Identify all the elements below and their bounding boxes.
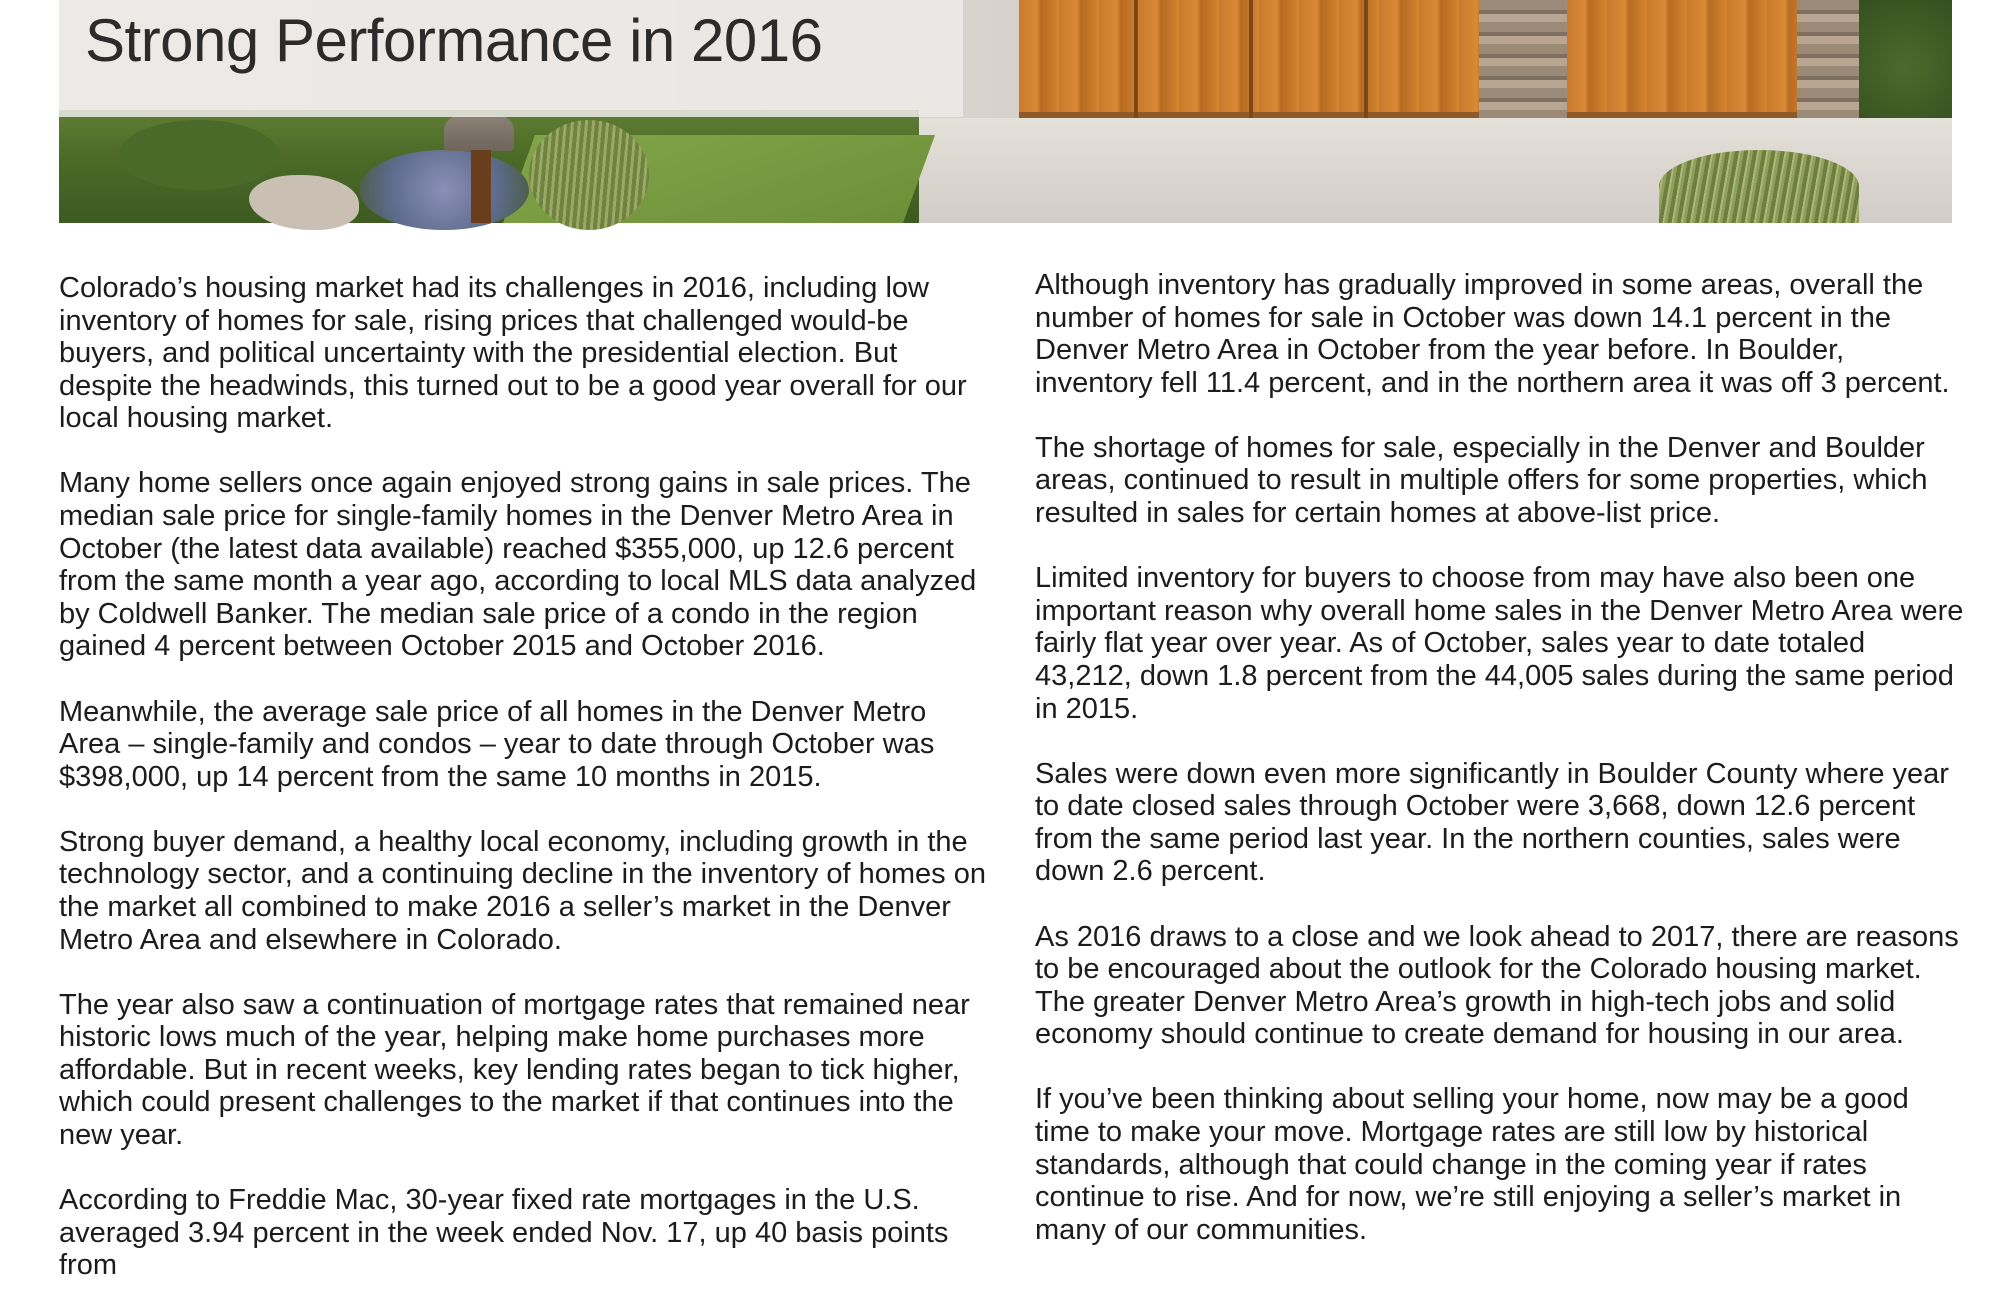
paragraph: Sales were down even more significantly in Boulder County where year to date closed sales through October were 3,668, down 12.6 percent from the same period last year. In the northern counties, sales were down 2.6 percent. (1035, 757, 1949, 888)
garage-door-2 (1567, 0, 1797, 118)
ornamental-grass (1659, 150, 1859, 223)
shrub-lavender (359, 150, 529, 230)
stone-pillar (1479, 0, 1567, 120)
paragraph: Meanwhile, the average sale price of all homes in the Denver Metro Area – single-family and condos – year to date through October was $398,000, up 14 percent from the same 10 months in 2015. (59, 695, 935, 793)
paragraph: The shortage of homes for sale, especially in the Denver and Boulder areas, continued to result in multiple offers for some properties, which resulted in sales for certain homes at above-list price. (1035, 431, 1928, 530)
shrub (119, 120, 279, 190)
paragraph: As 2016 draws to a close and we look ahead to 2017, there are reasons to be encouraged about the outlook for the Colorado housing market. The greater Denver Metro Area’s growth in high-tech jobs and solid economy should continue to create demand for housing in our area. (1035, 920, 1959, 1051)
page-title: Strong Performance in 2016 (85, 7, 823, 74)
paragraph: According to Freddie Mac, 30-year fixed rate mortgages in the U.S. averaged 3.94 percent in the week ended Nov. 17, up 40 basis points from (59, 1184, 949, 1282)
stone-pillar-2 (1797, 0, 1859, 120)
right-column (1035, 269, 1965, 1279)
paragraph: Many home sellers once again enjoyed strong gains in sale prices. The median sale price for single-family homes in the Denver Metro Area in October (the latest data available) reached $355,000, up 12.6 percent from the same month a year ago, according to local MLS data analyzed by Coldwell Banker. The median sale price of a condo in the region gained 4 percent between October 2015 and October 2016. (59, 467, 977, 663)
paragraph: If you’ve been thinking about selling your home, now may be a good time to make your move. Mortgage rates are still low by historical standards, although that could change in the coming year if rates continue to rise. And for now, we’re still enjoying a seller’s market in many of our communities. (1035, 1083, 1909, 1246)
mailbox (444, 115, 514, 151)
mailbox-post (471, 150, 491, 223)
paragraph: Colorado’s housing market had its challenges in 2016, including low inventory of homes for sale, rising prices that challenged would-be buyers, and political uncertainty with the presidential election. But despite the headwinds, this turned out to be a good year overall for our local housing market. (59, 272, 967, 435)
garage-door (1019, 0, 1479, 118)
title-banner (59, 0, 963, 117)
left-column (59, 272, 989, 1314)
shrub-grass (529, 120, 649, 230)
paragraph: Limited inventory for buyers to choose from may have also been one important reason why overall home sales in the Denver Metro Area were fairly flat year over year. As of October, sales year to date totaled 43,212, down 1.8 percent from the 44,005 sales during the same period in 2015. (1035, 562, 1964, 725)
paragraph: Strong buyer demand, a healthy local economy, including growth in the technology sector, and a continuing decline in the inventory of homes on the market all combined to make 2016 a seller’s market in the Denver Metro Area and elsewhere in Colorado. (59, 825, 986, 956)
paragraph: Although inventory has gradually improved in some areas, overall the number of homes for sale in October was down 14.1 percent in the Denver Metro Area in October from the year before. In Boulder, inventory fell 11.4 percent, and in the northern area it was off 3 percent. (1035, 269, 1950, 399)
paragraph: The year also saw a continuation of mortgage rates that remained near historic lows much of the year, helping make home purchases more affordable. But in recent weeks, key lending rates began to tick higher, which could present challenges to the market if that continues into the new year. (59, 988, 970, 1152)
